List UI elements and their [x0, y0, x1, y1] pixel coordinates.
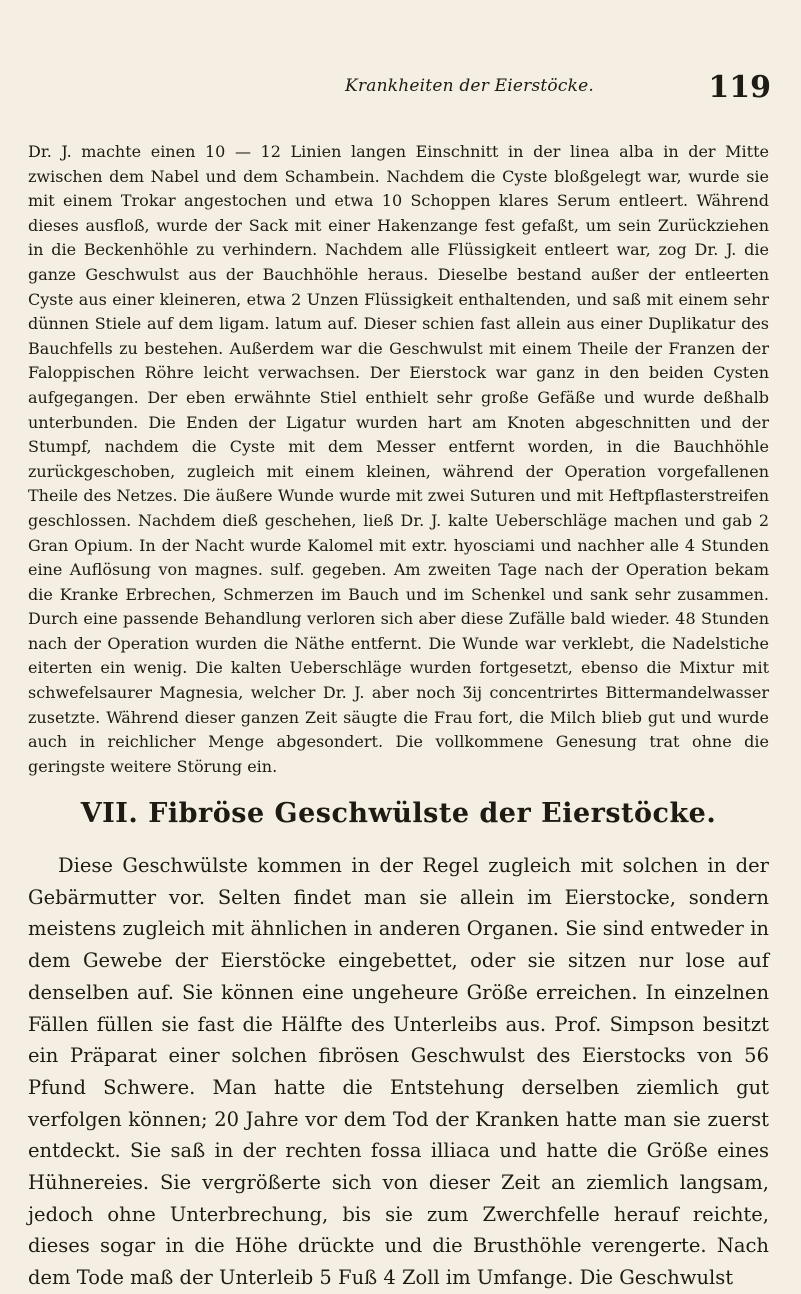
page-header [28, 70, 771, 110]
section-heading: VII. Fibröse Geschwülste der Eierstöcke. [80, 798, 717, 829]
case-report-text [28, 140, 769, 779]
running-title: Krankheiten der Eierstöcke. [345, 76, 594, 96]
section-body [28, 850, 769, 1294]
paragraph: Diese Geschwülste kommen in der Regel zugleich mit solchen in der Gebärmutter vor. Selten findet man sie allein im Eierstocke, sondern meistens zugleich mit ähnlichen in anderen Organen. Sie sind entweder in dem Gewebe der Eierstöcke eingebettet, oder sie sitzen nur lose auf denselben auf. Sie können eine ungeheure Größe erreichen. In einzelnen Fällen füllen sie fast die Hälfte des Unterleibs aus. Prof. Simpson besitzt ein Präparat einer solchen fibrösen Geschwulst des Eierstocks von 56 Pfund Schwere. Man hatte die Entstehung derselben ziemlich gut verfolgen können; 20 Jahre vor dem Tod der Kranken hatte man sie zuerst entdeckt. Sie saß in der rechten fossa illiaca und hatte die Größe eines Hühnereies. Sie vergrößerte sich von dieser Zeit an ziemlich langsam, jedoch ohne Unterbrechung, bis sie zum Zwerchfelle herauf reichte, dieses sogar in die Höhe drückte und die Brusthöhle verengerte. Nach dem Tode maß der Unterleib 5 Fuß 4 Zoll im Umfange. Die Geschwulst [28, 854, 769, 1290]
paragraph: Dr. J. machte einen 10 — 12 Linien langen Einschnitt in der linea alba in der Mitte zwischen dem Nabel und dem Schambein. Nachdem die Cyste bloßgelegt war, wurde sie mit einem Trokar angestochen und etwa 10 Schoppen klares Serum entleert. Während dieses ausfloß, wurde der Sack mit einer Hakenzange fest gefaßt, um sein Zurückziehen in die Beckenhöhle zu verhindern. Nachdem alle Flüssigkeit entleert war, zog Dr. J. die ganze Geschwulst aus der Bauchhöhle heraus. Dieselbe bestand außer der entleerten Cyste aus einer kleineren, etwa 2 Unzen Flüssigkeit enthaltenden, und saß mit einem sehr dünnen Stiele auf dem ligam. latum auf. Dieser schien fast allein aus einer Duplikatur des Bauchfells zu bestehen. Außerdem war die Geschwulst mit einem Theile der Franzen der Faloppischen Röhre leicht verwachsen. Der Eierstock war ganz in den beiden Cysten aufgegangen. Der eben erwähnte Stiel enthielt sehr große Gefäße und wurde deßhalb unterbunden. Die Enden der Ligatur wurden hart am Knoten abgeschnitten und der Stumpf, nachdem die Cyste mit dem Messer entfernt worden, in die Bauchhöhle zurückgeschoben, zugleich mit einem kleinen, während der Operation vorgefallenen Theile des Netzes. Die äußere Wunde wurde mit zwei Suturen und mit Heftpflasterstreifen geschlossen. Nachdem dieß geschehen, ließ Dr. J. kalte Ueberschläge machen und gab 2 Gran Opium. In der Nacht wurde Kalomel mit extr. hyosciami und nachher alle 4 Stunden eine Auflösung von magnes. sulf. gegeben. Am zweiten Tage nach der Operation bekam die Kranke Erbrechen, Schmerzen im Bauch und im Schenkel und sank sehr zusammen. Durch eine passende Behandlung verloren sich aber diese Zufälle bald wieder. 48 Stunden nach der Operation wurden die Näthe entfernt. Die Wunde war verklebt, die Nadelstiche eiterten ein wenig. Die kalten Ueberschläge wurden fortgesetzt, ebenso die Mixtur mit schwefelsaurer Magnesia, welcher Dr. J. aber noch Ʒij concentrirtes Bittermandelwasser zusetzte. Während dieser ganzen Zeit säugte die Frau fort, die Milch blieb gut und wurde auch in reichlicher Menge abgesondert. Die vollkommene Genesung trat ohne die geringste weitere Störung ein. [28, 142, 769, 776]
page-number: 119 [708, 70, 771, 105]
